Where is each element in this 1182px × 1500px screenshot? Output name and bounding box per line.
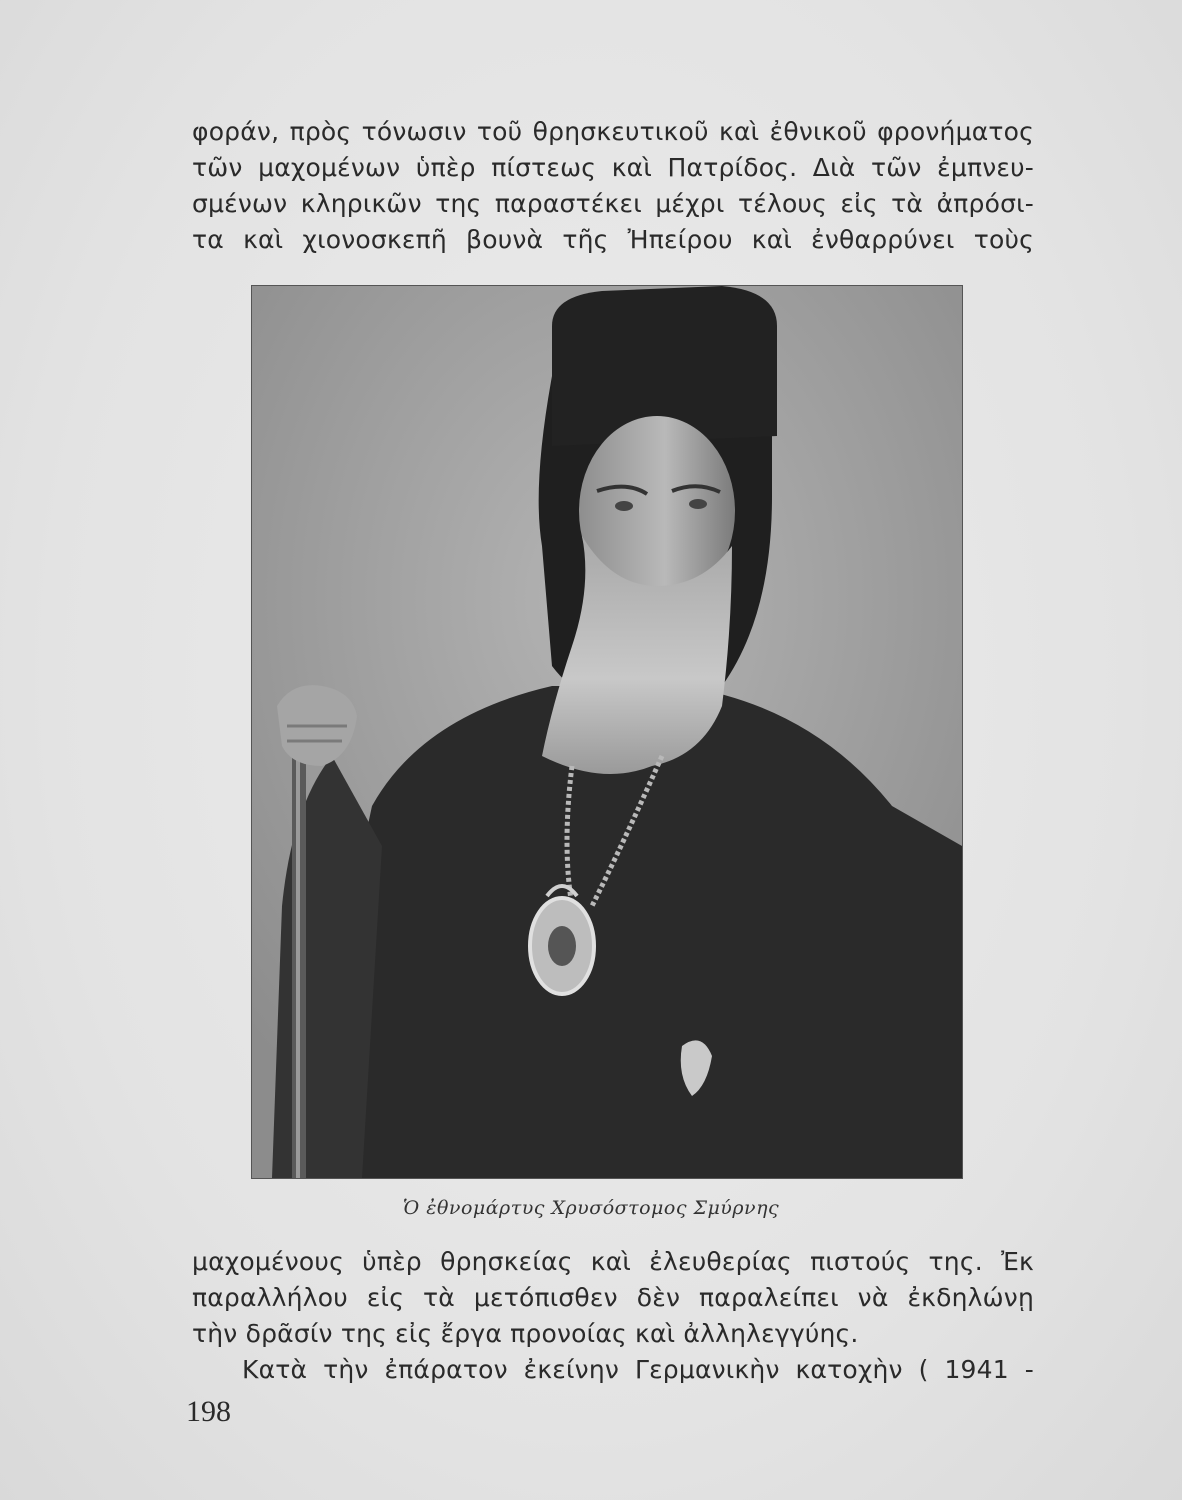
text-line: φοράν, πρὸς τόνωσιν τοῦ θρησκευτικοῦ καὶ ἐθνικοῦ φρονήματος — [192, 117, 1034, 146]
text-line: σμένων κληρικῶν της παραστέκει μέχρι τέλους εἰς τὰ ἀπρόσι- — [192, 189, 1034, 218]
text-line: Κατὰ τὴν ἐπάρατον ἐκείνην Γερμανικὴν κατοχὴν ( 1941 - — [242, 1355, 1034, 1384]
photo-caption: Ὁ ἐθνομάρτυς Χρυσόστομος Σμύρνης — [402, 1197, 780, 1219]
text-line: παραλλήλου εἰς τὰ μετόπισθεν δὲν παραλείπει νὰ ἐκδηλώνῃ — [192, 1283, 1034, 1312]
portrait-illustration — [252, 286, 962, 1178]
portrait-photograph — [251, 285, 963, 1179]
text-line: τὴν δρᾶσίν της εἰς ἔργα προνοίας καὶ ἀλληλεγγύης. — [192, 1319, 859, 1348]
bottom-paragraph — [192, 1244, 1034, 1388]
page-number: 198 — [186, 1395, 231, 1428]
text-line: μαχομένους ὑπὲρ θρησκείας καὶ ἐλευθερίας πιστούς της. Ἐκ — [192, 1247, 1034, 1276]
text-line: τα καὶ χιονοσκεπῆ βουνὰ τῆς Ἠπείρου καὶ ἐνθαρρύνει τοὺς — [192, 225, 1034, 254]
top-paragraph — [192, 114, 1034, 258]
text-line: τῶν μαχομένων ὑπὲρ πίστεως καὶ Πατρίδος. Διὰ τῶν ἐμπνευ- — [192, 153, 1034, 182]
